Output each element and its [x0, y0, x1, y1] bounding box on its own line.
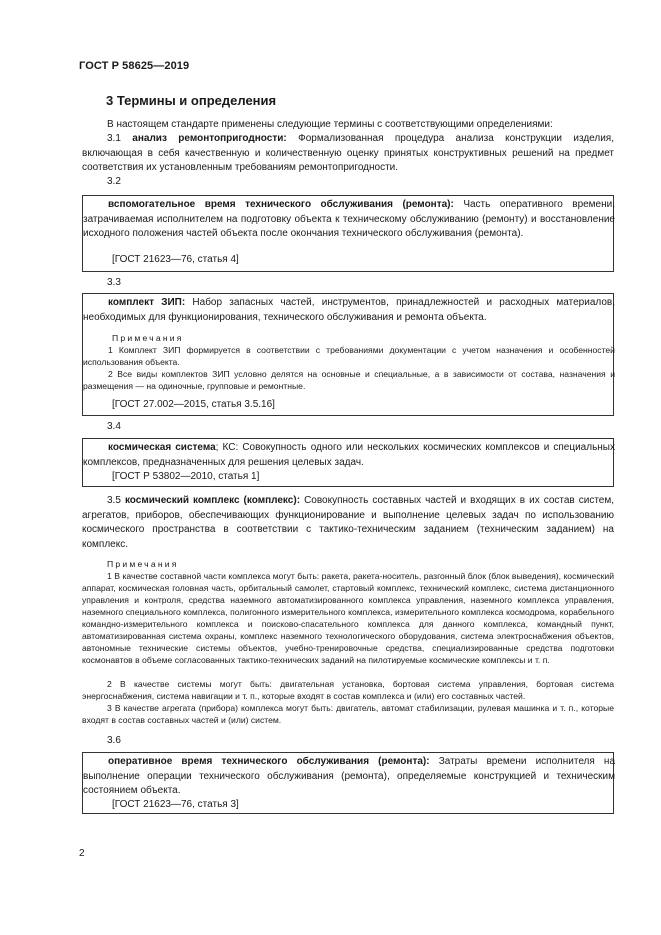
- standard-header: ГОСТ Р 58625—2019: [79, 60, 190, 72]
- term-abbreviation: ; КС:: [215, 442, 239, 453]
- term-title: анализ ремонтопригодности:: [132, 133, 287, 144]
- notes-label: Примечания: [107, 559, 179, 569]
- term-3-4: [83, 439, 615, 470]
- term-title: космическая система: [108, 442, 216, 453]
- note-1: 1 В качестве составной части комплекса могут быть: ракета, ракета-носитель, разгонный блок (блок выведения), космический аппарат, космическая головная часть, орбитальный самолет, стартовый комплекс, технический комплекс, система дистанционного управления и контроля, средства наземного автоматизированного комплекса управления, наземного комплекса управления, наземного специального комплекса, полигонного измерительного комплекса, измерительного комплекса космодрома, корабельного командно-измерительного комплекса и поисково-спасательного комплекса для данного комплекса, командный пункт, автоматизированная система охраны, комплекс наземного технологического оборудования, система электроснабжения объектов, автономные технические системы объектов, учебно-тренировочные средства, специализированные средства подготовки космонавтов в объеме согласованных тактико-технических заданий на пилотируемые космические комплексы и т. п.: [82, 571, 614, 665]
- term-number: 3.5: [107, 495, 121, 506]
- note-3: 3 В качестве агрегата (прибора) комплекса могут быть: двигатель, автомат стабилизации, рулевая машинка и т. п., которые входят в состав составных частей и (или) систем.: [82, 703, 614, 725]
- term-box-3-6: [82, 752, 614, 814]
- term-source: [ГОСТ Р 53802—2010, статья 1]: [112, 471, 260, 482]
- term-3-1: [82, 132, 614, 176]
- note-2: 2 В качестве системы могут быть: двигательная установка, бортовая система управления, бортовая система энергоснабжения, система навигации и т. п., которые входят в состав комплекса и (или) его составных частей.: [82, 679, 614, 701]
- term-title: космический комплекс (комплекс):: [124, 495, 301, 506]
- term-definition: Совокупность составных частей и входящих в их состав систем, агрегатов, приборов, обеспечивающих функционирование и выполнение целевых задач по использованию космического пространства в соответствии с тактико-техническим заданием (техническим заданием) на комплекс.: [82, 495, 615, 550]
- note-2: 2 Все виды комплектов ЗИП условно делятся на основные и специальные, а в зависимости от состава, назначения и размещения — на одиночные, групповые и ремонтные.: [83, 369, 615, 391]
- term-definition: Часть оперативного времени, затрачиваемая исполнителем на подготовку объекта к техническому обслуживанию (ремонту) и восстановление исходного положения частей объекта после окончания технического обслуживания (ремонта).: [83, 199, 616, 240]
- term-source: [ГОСТ 27.002—2015, статья 3.5.16]: [112, 399, 275, 410]
- term-title: оперативное время технического обслуживания (ремонта):: [108, 756, 430, 767]
- term-3-6: [83, 753, 615, 799]
- term-3-2: [83, 196, 615, 242]
- term-number-3-6: 3.6: [107, 735, 121, 746]
- term-title: вспомогательное время технического обслуживания (ремонта):: [108, 199, 454, 210]
- term-source: [ГОСТ 21623—76, статья 4]: [112, 254, 239, 265]
- term-definition: Формализованная процедура анализа конструкции изделия, включающая в себя качественную и количественную оценку принятых конструктивных решений на предмет соответствия их установленным требованиям ремонтопригодности.: [82, 133, 615, 174]
- page-number: 2: [79, 848, 85, 859]
- term-definition: Набор запасных частей, инструментов, принадлежностей и расходных материалов, необходимых для функционирования, технического обслуживания и ремонта объекта.: [83, 297, 615, 323]
- term-box-3-4: [82, 438, 614, 487]
- term-definition: Совокупность одного или нескольких космических комплексов и специальных комплексов, предназначенных для решения целевых задач.: [83, 442, 615, 468]
- term-number-3-4: 3.4: [107, 421, 121, 432]
- term-number-3-3: 3.3: [107, 277, 121, 288]
- term-source: [ГОСТ 21623—76, статья 3]: [112, 799, 239, 810]
- term-3-5: [82, 494, 614, 552]
- note-1: 1 Комплект ЗИП формируется в соответствии с требованиями документации с учетом назначения и особенностей использования объекта.: [83, 345, 615, 367]
- term-definition: Затраты времени исполнителя на выполнение операции технического обслуживания (ремонта), определяемые конструкцией и техническим состоянием объекта.: [83, 756, 616, 797]
- term-box-3-3: [82, 293, 614, 416]
- term-number-3-2: 3.2: [107, 176, 121, 187]
- intro-paragraph: В настоящем стандарте применены следующие термины с соответствующими определениями:: [107, 119, 553, 130]
- term-number: 3.1: [107, 133, 121, 144]
- notes-label: Примечания: [112, 333, 184, 343]
- term-box-3-2: [82, 195, 614, 272]
- section-title: 3 Термины и определения: [106, 93, 277, 108]
- term-3-3: [83, 294, 615, 325]
- term-title: комплект ЗИП:: [108, 297, 186, 308]
